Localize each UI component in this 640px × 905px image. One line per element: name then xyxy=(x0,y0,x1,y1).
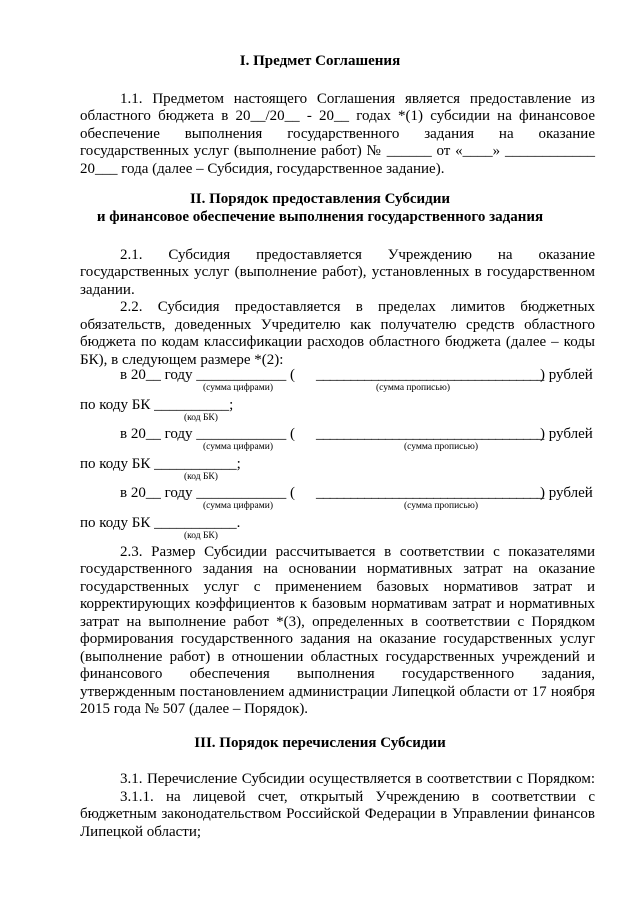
text-line: областного бюджета в 20__/20__ - 20__ годах *(1) субсидии на финансовое xyxy=(80,108,595,124)
budget-code-line: по коду БК ___________. xyxy=(80,515,241,531)
section-1-title: I. Предмет Соглашения xyxy=(239,53,401,69)
text-line: задании. xyxy=(80,282,135,298)
text-line: 20___ года (далее – Субсидия, государственное задание). xyxy=(80,161,445,177)
text-line: финансового обеспечения выполнения государственного задания, xyxy=(80,666,595,682)
text-line: 2.2. Субсидия предоставляется в пределах лимитов бюджетных xyxy=(120,299,595,315)
label-budget-code: (код БК) xyxy=(184,531,218,541)
text-line: бюджета по кодам классификации расходов областного бюджета (далее – коды xyxy=(80,334,595,350)
label-sum-words: (сумма прописью) xyxy=(404,442,478,452)
label-budget-code: (код БК) xyxy=(184,472,218,482)
text-line: затрат на выполнение работ *(3), определенных в соответствии с Порядком xyxy=(80,614,595,630)
label-sum-words: (сумма прописью) xyxy=(376,383,450,393)
label-sum-digits: (сумма цифрами) xyxy=(203,501,273,511)
section-2-title-line-1: II. Порядок предоставления Субсидии xyxy=(189,191,451,207)
year-amount-digits: в 20__ году ____________ ( xyxy=(120,367,296,383)
paragraph-3-1: 3.1. Перечисление Субсидии осуществляется в соответствии с Порядком: xyxy=(120,771,595,787)
text-line: 1.1. Предметом настоящего Соглашения является предоставление из xyxy=(120,91,595,107)
budget-code-line: по коду БК ___________; xyxy=(80,456,241,472)
text-line: корректирующих коэффициентов к базовым нормативам затрат и нормативных xyxy=(80,596,595,612)
text-line: обязательств, доведенных Учредителю как получателю средств областного xyxy=(80,317,595,333)
section-2-title-line-2: и финансовое обеспечение выполнения государственного задания xyxy=(96,209,544,225)
text-line: бюджетным законодательством Российской Федерации в Управлении финансов xyxy=(80,806,595,822)
label-sum-words: (сумма прописью) xyxy=(404,501,478,511)
budget-code-line: по коду БК __________; xyxy=(80,397,234,413)
text-line: 2015 года № 507 (далее – Порядок). xyxy=(80,701,309,717)
text-line: обеспечение выполнения государственного задания на оказание xyxy=(80,126,595,142)
text-line: государственных услуг (выполнение работ), установленных в государственном xyxy=(80,264,595,280)
rubles-suffix: ) рублей xyxy=(540,426,593,442)
text-line: 2.3. Размер Субсидии рассчитывается в соответствии с показателями xyxy=(120,544,595,560)
text-line: БК), в следующем размере *(2): xyxy=(80,352,284,368)
text-line: Липецкой области; xyxy=(80,824,202,840)
text-line: утвержденным постановлением администрации Липецкой области от 17 ноября xyxy=(80,684,595,700)
text-line: государственного задания на основании нормативных затрат на оказание xyxy=(80,561,595,577)
text-line: формирования государственного задания на оказание государственных услуг xyxy=(80,631,595,647)
text-line: государственных услуг с применением базовых нормативов затрат и xyxy=(80,579,595,595)
section-3-title: III. Порядок перечисления Субсидии xyxy=(194,735,446,751)
rubles-suffix: ) рублей xyxy=(540,485,593,501)
label-sum-digits: (сумма цифрами) xyxy=(203,442,273,452)
amount-words-line: _________________________________ xyxy=(316,426,544,442)
amount-words-line: _________________________________ xyxy=(316,367,544,383)
rubles-suffix: ) рублей xyxy=(540,367,593,383)
text-line: государственных услуг (выполнение работ) № ______ от «____» ____________ xyxy=(80,143,595,159)
text-line: (выполнение работ) в отношении областных государственных учреждений и xyxy=(80,649,595,665)
year-amount-digits: в 20__ году ____________ ( xyxy=(120,426,296,442)
label-sum-digits: (сумма цифрами) xyxy=(203,383,273,393)
amount-words-line: _________________________________ xyxy=(316,485,544,501)
text-line: 2.1. Субсидия предоставляется Учреждению на оказание xyxy=(120,247,595,263)
year-amount-digits: в 20__ году ____________ ( xyxy=(120,485,296,501)
text-line: 3.1.1. на лицевой счет, открытый Учреждению в соответствии с xyxy=(120,789,595,805)
label-budget-code: (код БК) xyxy=(184,413,218,423)
